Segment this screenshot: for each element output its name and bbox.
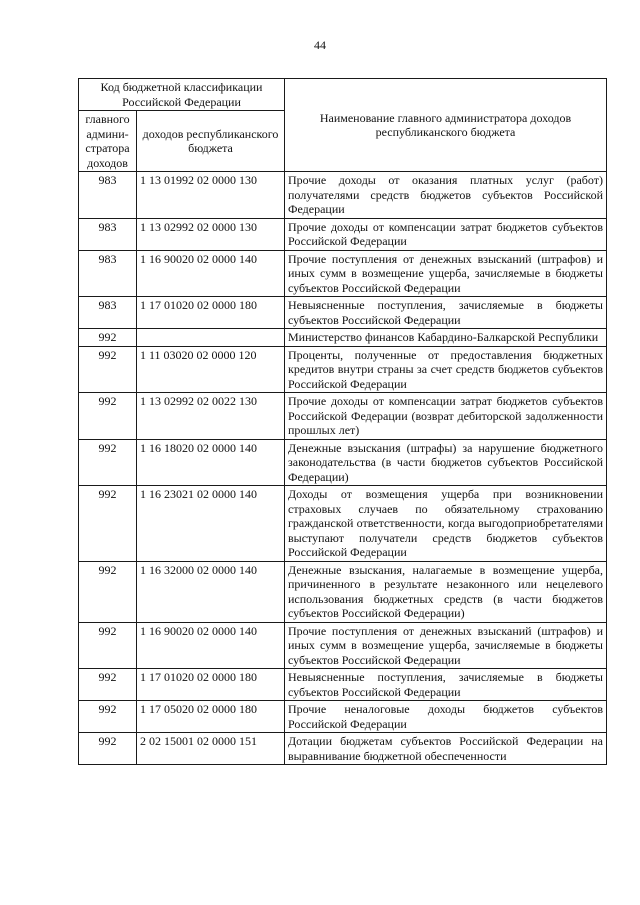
revenue-name-cell: Проценты, полученные от предоставления бюджетных кредитов внутри страны за счет средств бюджетов субъектов Российской Федерации: [285, 346, 607, 393]
revenue-name-cell: Денежные взыскания (штрафы) за нарушение бюджетного законодательства (в части бюджетов субъектов Российской Федерации): [285, 439, 607, 486]
revenue-code-cell: 1 17 05020 02 0000 180: [137, 701, 285, 733]
admin-code-cell: 992: [79, 486, 137, 562]
revenue-name-cell: Невыясненные поступления, зачисляемые в бюджеты субъектов Российской Федерации: [285, 669, 607, 701]
revenue-code-cell: 1 13 01992 02 0000 130: [137, 172, 285, 219]
revenue-code-cell: 1 11 03020 02 0000 120: [137, 346, 285, 393]
table-header-row-1: [79, 79, 607, 111]
page-number: 44: [314, 38, 326, 52]
revenue-code-cell: 1 16 23021 02 0000 140: [137, 486, 285, 562]
table-row: [79, 393, 607, 440]
table-row: [79, 733, 607, 765]
revenue-code-cell: 1 13 02992 02 0022 130: [137, 393, 285, 440]
header-main-administrator: главного админи-стратора доходов: [79, 111, 137, 172]
admin-code-cell: 992: [79, 622, 137, 669]
table-row: [79, 439, 607, 486]
table-row: [79, 561, 607, 622]
admin-code-cell: 983: [79, 218, 137, 250]
admin-code-cell: 983: [79, 297, 137, 329]
table-row: [79, 622, 607, 669]
revenue-name-cell: Министерство финансов Кабардино-Балкарской Республики: [285, 329, 607, 347]
admin-code-cell: 992: [79, 561, 137, 622]
revenue-code-cell: 1 17 01020 02 0000 180: [137, 669, 285, 701]
revenue-name-cell: Прочие доходы от оказания платных услуг (работ) получателями средств бюджетов субъектов Российской Федерации: [285, 172, 607, 219]
revenue-code-cell: 1 16 32000 02 0000 140: [137, 561, 285, 622]
revenue-name-cell: Денежные взыскания, налагаемые в возмещение ущерба, причиненного в результате незаконного или нецелевого использования бюджетных средств (в части бюджетов субъектов Российской Федерации): [285, 561, 607, 622]
admin-code-cell: 992: [79, 346, 137, 393]
revenue-code-cell: 2 02 15001 02 0000 151: [137, 733, 285, 765]
revenue-name-cell: Прочие неналоговые доходы бюджетов субъектов Российской Федерации: [285, 701, 607, 733]
table-row: [79, 701, 607, 733]
table-row: [79, 250, 607, 297]
revenue-name-cell: Невыясненные поступления, зачисляемые в бюджеты субъектов Российской Федерации: [285, 297, 607, 329]
revenue-code-cell: 1 17 01020 02 0000 180: [137, 297, 285, 329]
revenue-code-cell: 1 16 18020 02 0000 140: [137, 439, 285, 486]
revenue-code-cell: 1 16 90020 02 0000 140: [137, 250, 285, 297]
revenue-name-cell: Прочие доходы от компенсации затрат бюджетов субъектов Российской Федерации (возврат дебиторской задолженности прошлых лет): [285, 393, 607, 440]
revenue-name-cell: Прочие поступления от денежных взысканий (штрафов) и иных сумм в возмещение ущерба, зачисляемые в бюджеты субъектов Российской Федерации: [285, 622, 607, 669]
admin-code-cell: 983: [79, 172, 137, 219]
revenue-name-cell: Дотации бюджетам субъектов Российской Федерации на выравнивание бюджетной обеспеченности: [285, 733, 607, 765]
table-row: [79, 669, 607, 701]
revenue-name-cell: Прочие доходы от компенсации затрат бюджетов субъектов Российской Федерации: [285, 218, 607, 250]
table-row: [79, 329, 607, 347]
budget-classification-table: [78, 78, 607, 765]
revenue-code-cell: 1 16 90020 02 0000 140: [137, 622, 285, 669]
admin-code-cell: 992: [79, 669, 137, 701]
revenue-name-cell: Прочие поступления от денежных взысканий (штрафов) и иных сумм в возмещение ущерба, зачисляемые в бюджеты субъектов Российской Федерации: [285, 250, 607, 297]
revenue-code-cell: [137, 329, 285, 347]
table-row: [79, 297, 607, 329]
header-administrator-name: Наименование главного администратора доходов республиканского бюджета: [285, 79, 607, 172]
revenue-code-cell: 1 13 02992 02 0000 130: [137, 218, 285, 250]
table-row: [79, 172, 607, 219]
admin-code-cell: 992: [79, 329, 137, 347]
admin-code-cell: 992: [79, 393, 137, 440]
admin-code-cell: 992: [79, 733, 137, 765]
table-row: [79, 486, 607, 562]
admin-code-cell: 992: [79, 701, 137, 733]
table-row: [79, 218, 607, 250]
header-revenue-code: доходов республиканского бюджета: [137, 111, 285, 172]
header-budget-classification-code: Код бюджетной классификации Российской Федерации: [79, 79, 285, 111]
admin-code-cell: 992: [79, 439, 137, 486]
table-row: [79, 346, 607, 393]
table-body: [79, 172, 607, 765]
revenue-name-cell: Доходы от возмещения ущерба при возникновении страховых случаев по обязательному страхованию гражданской ответственности, когда выгодоприобретателями выступают получатели средств бюджетов субъектов Российской Федерации: [285, 486, 607, 562]
admin-code-cell: 983: [79, 250, 137, 297]
